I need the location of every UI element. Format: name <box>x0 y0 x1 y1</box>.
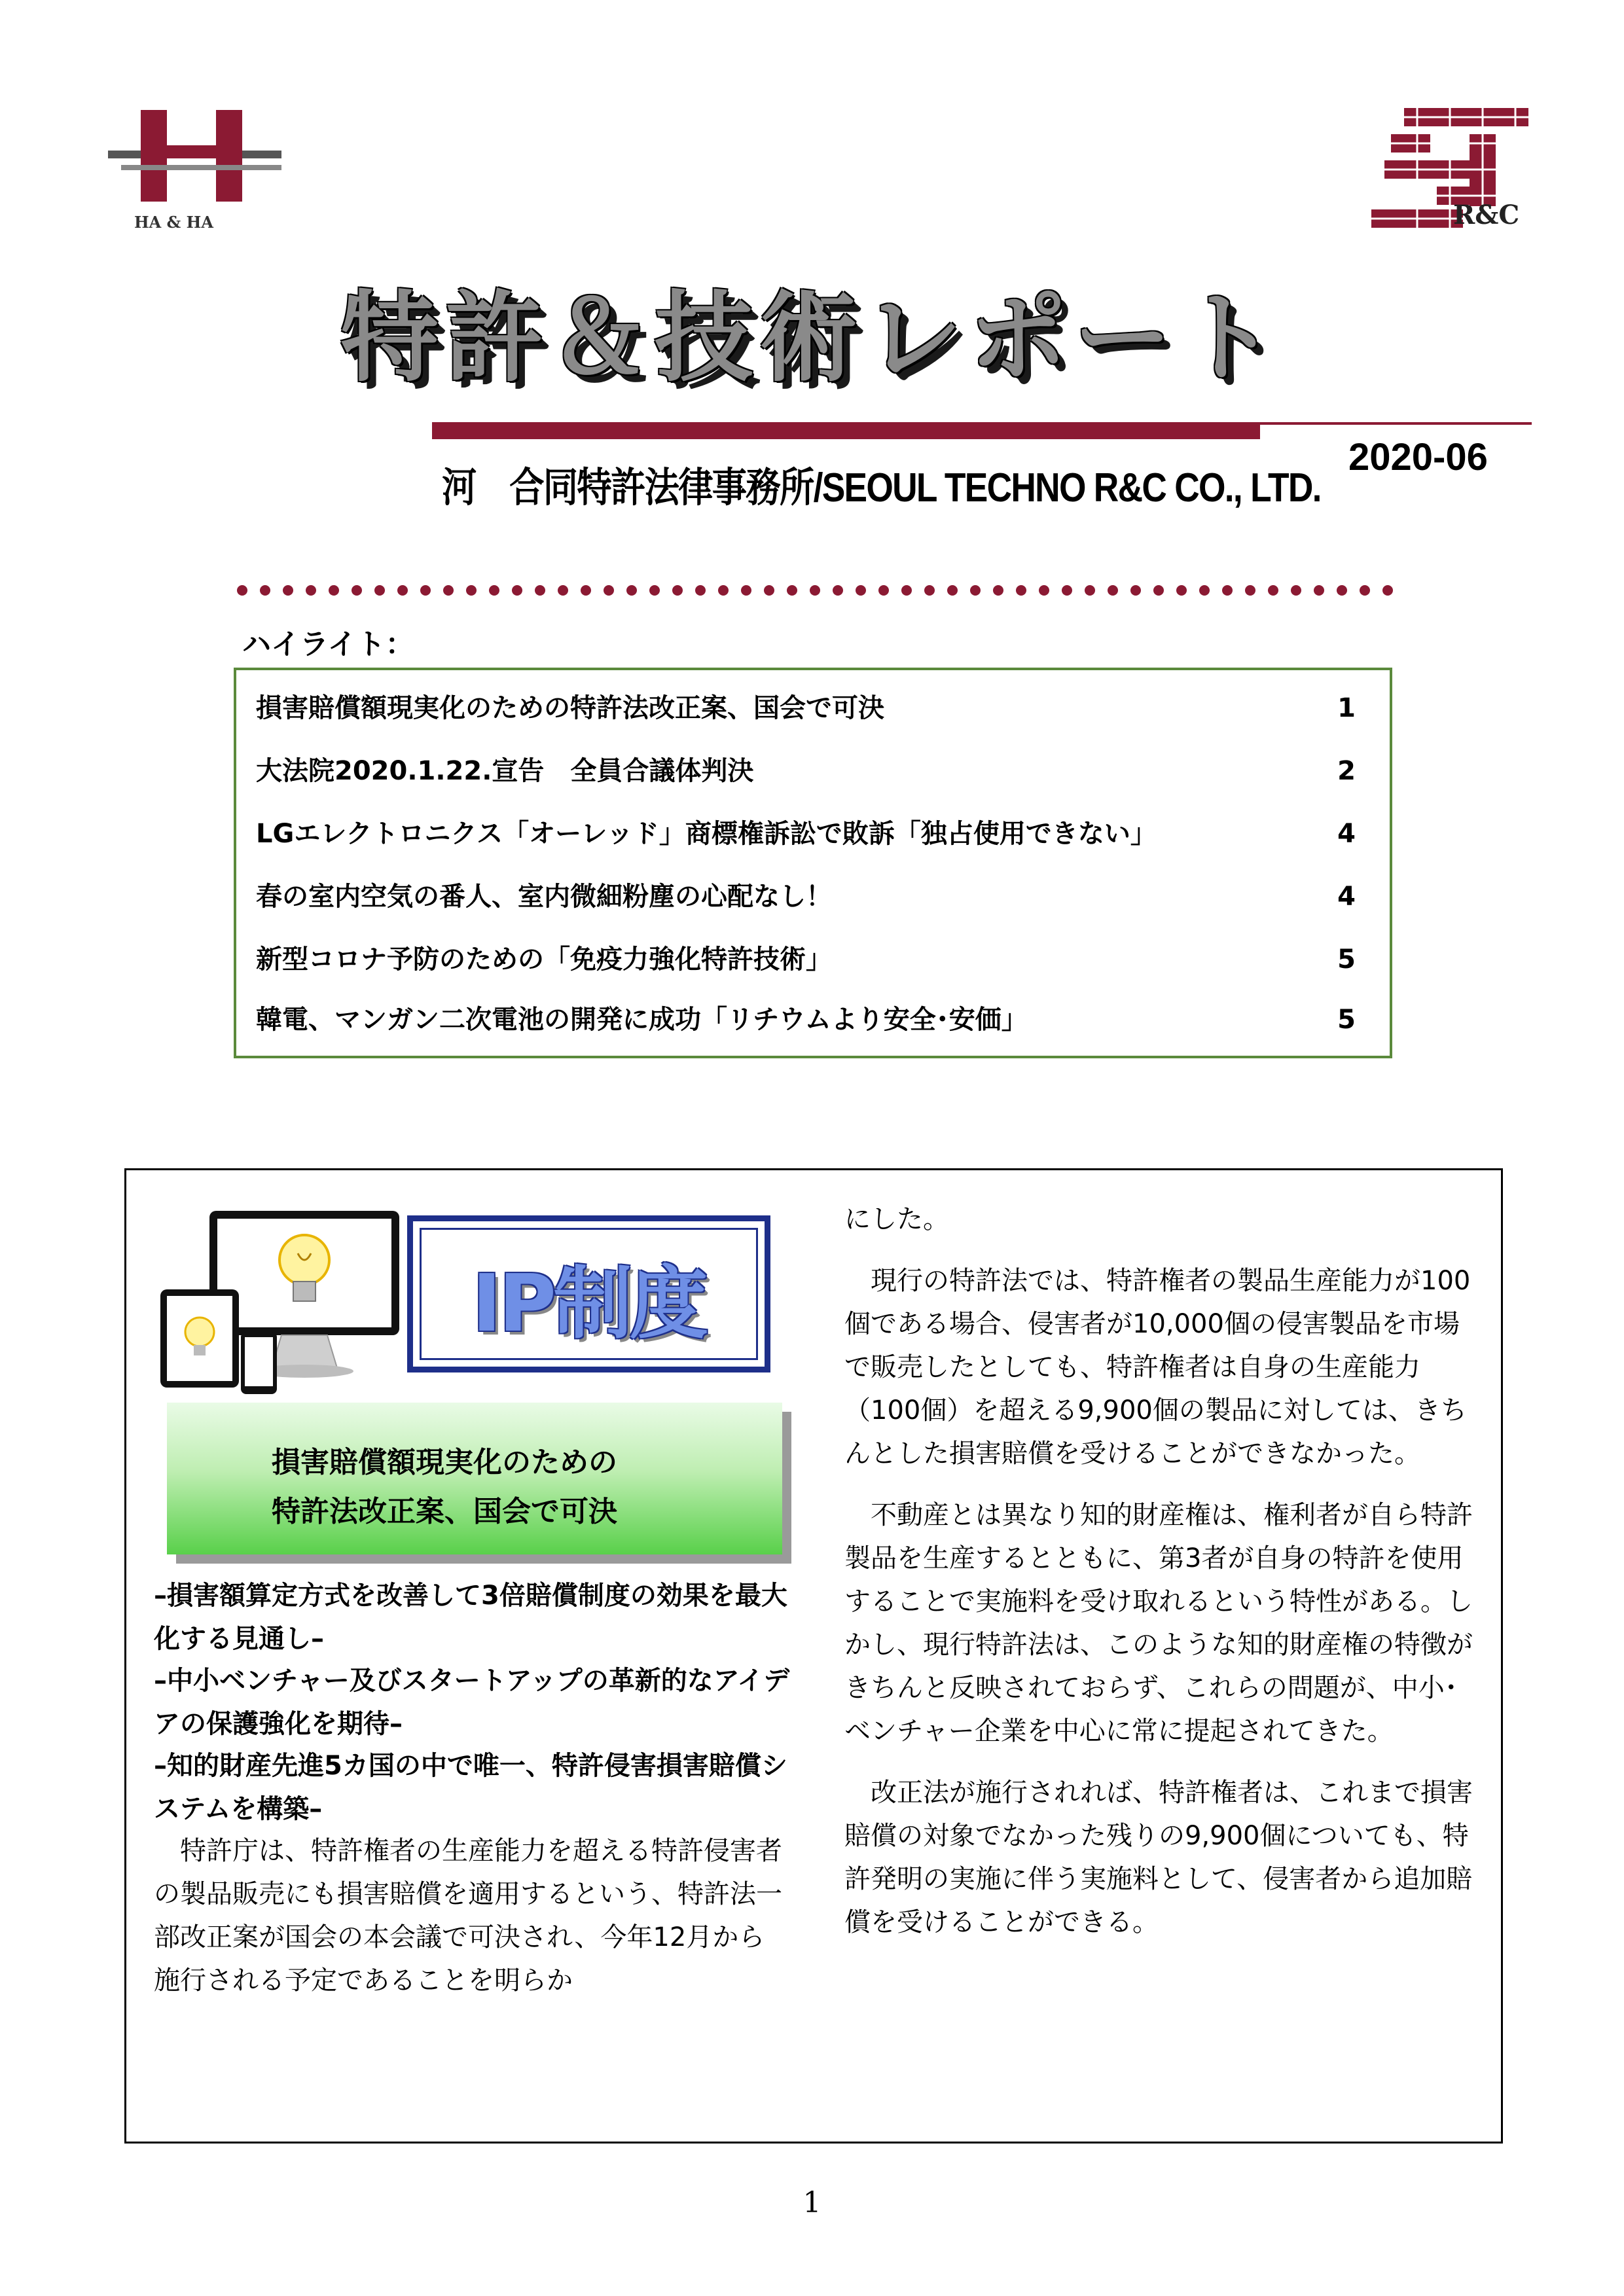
divider-dot <box>1245 585 1255 596</box>
left-logo-caption: HA & HA <box>134 213 213 232</box>
divider-dot <box>466 585 477 596</box>
divider-dot <box>649 585 660 596</box>
article-paragraph: にした。 <box>844 1204 949 1234</box>
title-underline-bar <box>432 422 1260 439</box>
highlight-page: 5 <box>1337 1005 1356 1035</box>
divider-dot <box>993 585 1003 596</box>
divider-dot <box>1176 585 1187 596</box>
divider-dot <box>810 585 820 596</box>
divider-dot <box>374 585 385 596</box>
highlight-item[interactable] <box>249 740 1382 802</box>
article-heading-line-1: 損害賠償額現実化のための <box>272 1446 617 1479</box>
highlight-page: 2 <box>1337 756 1356 786</box>
article-sub-point: –知的財産先進5カ国の中で唯一、特許侵害損害賠償システムを構築– <box>154 1751 787 1824</box>
article-paragraph: 現行の特許法では、特許権者の製品生産能力が100個である場合、侵害者が10,000個の侵害製品を市場で販売したとしても、特許権者は自身の生産能力（100個）を超える9,900個の製品に対しては、きちんとした損害賠償を受けることができなかった。 <box>844 1266 1471 1469</box>
company-name: 河 合同特許法律事務所/SEOUL TECHNO R&C CO., LTD. <box>442 465 1321 511</box>
category-badge <box>407 1215 770 1372</box>
article-sub-point: –中小ベンチャー及びスタートアップの革新的なアイデアの保護強化を期待– <box>154 1666 790 1739</box>
devices-lightbulb-icon <box>157 1204 406 1401</box>
page-number: 1 <box>803 2186 821 2219</box>
divider-dot <box>672 585 683 596</box>
divider-dot <box>1337 585 1347 596</box>
divider-dot <box>604 585 614 596</box>
divider-dot <box>878 585 889 596</box>
divider-dot <box>1062 585 1072 596</box>
divider-dot <box>237 585 247 596</box>
divider-dot <box>1314 585 1324 596</box>
highlight-item[interactable] <box>249 865 1382 928</box>
divider-dot <box>1222 585 1233 596</box>
divider-dot <box>856 585 866 596</box>
divider-dot <box>741 585 751 596</box>
divider-dot <box>1382 585 1393 596</box>
divider-dot <box>1016 585 1026 596</box>
category-badge-text: IP制度 <box>472 1259 706 1350</box>
divider-dot <box>947 585 958 596</box>
divider-dot <box>1039 585 1049 596</box>
divider-dot <box>695 585 706 596</box>
highlights-label: ハイライト： <box>242 628 414 661</box>
divider-dot <box>787 585 797 596</box>
divider-dot <box>1199 585 1210 596</box>
article-heading-line-2: 特許法改正案、国会で可決 <box>272 1495 617 1528</box>
divider-dot <box>1268 585 1278 596</box>
divider-dot <box>581 585 591 596</box>
issue-date: 2020-06 <box>1348 436 1488 478</box>
divider-dot <box>420 585 431 596</box>
divider-dot <box>626 585 637 596</box>
highlight-item[interactable] <box>249 802 1382 865</box>
report-title: 特許＆技術レポート <box>340 281 1284 395</box>
highlight-title: 新型コロナ予防のための「免疫力強化特許技術」 <box>256 944 832 975</box>
divider-dot <box>489 585 499 596</box>
divider-dot <box>833 585 843 596</box>
divider-dot <box>443 585 454 596</box>
divider-dot <box>512 585 522 596</box>
divider-dot <box>1291 585 1301 596</box>
highlight-title: 春の室内空気の番人、室内微細粉塵の心配なし！ <box>256 882 832 912</box>
dotted-divider <box>236 583 1394 598</box>
highlights-box <box>234 668 1392 1058</box>
divider-dot <box>306 585 316 596</box>
divider-dot <box>535 585 545 596</box>
article-sub-point: –損害額算定方式を改善して3倍賠償制度の効果を最大化する見通し– <box>154 1581 787 1654</box>
highlight-title: LGエレクトロニクス「オーレッド」商標権訴訟で敗訴「独占使用できない」 <box>256 819 1157 849</box>
divider-dot <box>764 585 774 596</box>
divider-dot <box>1108 585 1118 596</box>
divider-dot <box>901 585 912 596</box>
highlight-item[interactable] <box>249 988 1382 1051</box>
highlight-item[interactable] <box>249 928 1382 991</box>
highlight-item[interactable] <box>249 677 1382 740</box>
right-logo-caption: R&C <box>1453 200 1520 230</box>
divider-dot <box>1360 585 1370 596</box>
article-body-left: 特許庁は、特許権者の生産能力を超える特許侵害者の製品販売にも損害賠償を適用するという、特許法一部改正案が国会の本会議で可決され、今年12月から施行される予定であることを明らか <box>154 1836 782 1996</box>
divider-dot <box>283 585 293 596</box>
highlight-page: 4 <box>1337 882 1356 912</box>
article-heading-box <box>167 1403 782 1554</box>
divider-dot <box>1130 585 1141 596</box>
divider-dot <box>260 585 270 596</box>
highlight-title: 損害賠償額現実化のための特許法改正案、国会で可決 <box>256 693 884 723</box>
divider-dot <box>558 585 568 596</box>
highlight-title: 韓電、マンガン二次電池の開発に成功「リチウムより安全･安価」 <box>256 1005 1028 1035</box>
divider-dot <box>352 585 362 596</box>
highlight-page: 4 <box>1337 819 1356 849</box>
divider-dot <box>329 585 339 596</box>
highlight-title: 大法院2020.1.22.宣告 全員合議体判決 <box>256 756 754 786</box>
divider-dot <box>1085 585 1095 596</box>
article-body-right <box>844 1198 1479 1962</box>
divider-dot <box>924 585 935 596</box>
article-paragraph: 改正法が施行されれば、特許権者は、これまで損害賠償の対象でなかった残りの9,900個についても、特許発明の実施に伴う実施料として、侵害者から追加賠償を受けることができる。 <box>844 1778 1473 1937</box>
divider-dot <box>1153 585 1164 596</box>
article-paragraph: 不動産とは異なり知的財産権は、権利者が自ら特許製品を生産するとともに、第3者が自身の特許を使用することで実施料を受け取れるという特性がある。しかし、現行特許法は、このような知的財産権の特徴がきちんと反映されておらず、これらの問題が、中小･ベンチャー企業を中心に常に提起されてきた。 <box>844 1500 1473 1746</box>
highlight-page: 5 <box>1337 944 1356 975</box>
title-underline-thin <box>1260 422 1532 425</box>
divider-dot <box>718 585 729 596</box>
highlight-page: 1 <box>1337 693 1356 723</box>
divider-dot <box>970 585 981 596</box>
divider-dot <box>397 585 408 596</box>
